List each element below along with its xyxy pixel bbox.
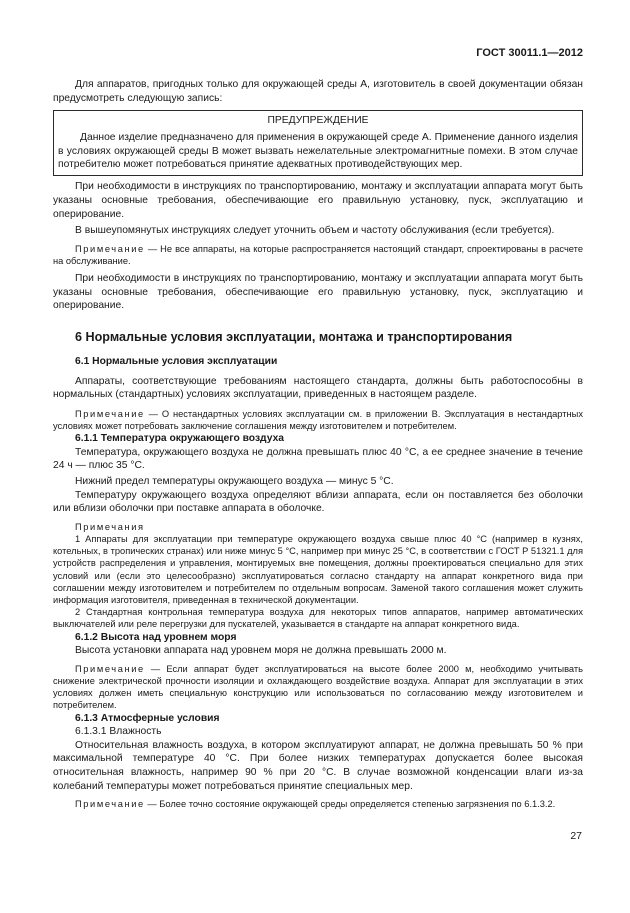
section-6-1-2-text: Высота установки аппарата над уровнем моря не должна превышать 2000 м. [75, 645, 447, 657]
note-text: — Если аппарат будет эксплуатироваться на высоте более 2000 м, необходимо учитывать снижение электрической прочности изоляции и охлаждающего воздействие воздуха. Аппарат для эксплуатации в этих условиях должен иметь специальную конструкцию или использоваться по согласованию между изготовителем и потребителем. [53, 663, 583, 711]
document-header: ГОСТ 30011.1—2012 [476, 47, 583, 59]
section-6-1-2-title: 6.1.2 Высота над уровнем моря [75, 631, 237, 643]
warning-text: Данное изделие предназначено для применения в окружающей среде А. Применение данного изделия в условиях окружающей среды В может вызвать нежелательные электромагнитные помехи. В этом случае потребителю может потребоваться принятие адекватных противодействующих мер. [58, 132, 578, 170]
note-label: Примечание [75, 799, 145, 810]
section-6-1-1-note-2: 2 Стандартная контрольная температура воздуха для некоторых типов аппаратов, например автоматических выключателей или реле перегрузки для пускателей, указывается в стандарте на аппарат конкретного вида. [53, 607, 583, 630]
instructions-paragraph-1: При необходимости в инструкциях по транспортированию, монтажу и эксплуатации аппарата могут быть указаны основные требования, обеспечивающие его правильную установку, пуск, эксплуатацию и оперирование. [53, 181, 583, 220]
section-6-1-3-1-title: 6.1.3.1 Влажность [75, 726, 162, 738]
section-6-title: 6 Нормальные условия эксплуатации, монтажа и транспортирования [75, 329, 513, 344]
page-content [53, 78, 583, 810]
note-label: Примечание [75, 408, 145, 419]
section-6-1-1-para-1: Температура, окружающего воздуха не должна превышать плюс 40 °С, а ее среднее значение в течение 24 ч — плюс 35 °С. [53, 446, 583, 472]
note-text: — О нестандартных условиях эксплуатации см. в приложении В. Эксплуатация в нестандартных условиях может потребовать заключение соглашения между изготовителем и потребителем. [53, 408, 583, 431]
note-text: — Не все аппараты, на которые распространяется настоящий стандарт, спроектированы в расчете на обслуживание. [53, 243, 583, 266]
section-6-1-3-title: 6.1.3 Атмосферные условия [75, 712, 220, 724]
section-6-1-1-para-2: Нижний предел температуры окружающего воздуха — минус 5 °С. [75, 475, 394, 487]
notes-label: Примечания [75, 521, 145, 532]
section-6-1-title: 6.1 Нормальные условия эксплуатации [75, 355, 278, 367]
section-6-1-text: Аппараты, соответствующие требованиям настоящего стандарта, должны быть работоспособны в нормальных (стандартных) условиях эксплуатации, приведенных в настоящем разделе. [53, 375, 583, 401]
maintenance-paragraph: В вышеупомянутых инструкциях следует уточнить объем и частоту обслуживания (если требуется). [75, 225, 555, 237]
note-text: — Более точно состояние окружающей среды определяется степенью загрязнения по 6.1.3.2. [144, 799, 556, 810]
section-6-1-3-1-text: Относительная влажность воздуха, в котором эксплуатируют аппарат, не должна превышать 50 % при максимальной температуре 40 °С. При более низких температурах допускается более высокая относительная влажность, например 90 % при 20 °С. В случае возможной конденсации влаги из-за колебаний температуры может потребоваться принятие специальных мер. [53, 739, 583, 792]
warning-box [53, 110, 583, 176]
section-6-1-2-note [53, 663, 583, 712]
section-6-1-1-title: 6.1.1 Температура окружающего воздуха [75, 433, 285, 445]
note-maintenance [53, 243, 583, 267]
page-number: 27 [570, 830, 582, 842]
note-label: Примечание [75, 663, 145, 674]
instructions-paragraph-2: При необходимости в инструкциях по транспортированию, монтажу и эксплуатации аппарата могут быть указаны основные требования, обеспечивающие его правильную установку, пуск, эксплуатацию и оперирование. [53, 273, 583, 312]
section-6-1-1-note-1: 1 Аппараты для эксплуатации при температуре окружающего воздуха свыше плюс 40 °С (например в кузнях, котельных, в тропических странах) или ниже минус 5 °С, например при минус 25 °С, в соответствии с ГОСТ Р 51321.1 для устройств распределения и управления, монтируемых вне помещения, должны проектироваться специально для этих условий или (если это целесообразно) эксплуатироваться согласно стандарту на аппарат конкретного вида при соглашении между изготовителем и потребителем по отдельным вопросам. Заменой такого соглашения может служить информация изготовителя, приведенная в технической документации. [53, 533, 583, 605]
section-6-1-1-notes [53, 521, 583, 631]
warning-title: ПРЕДУПРЕЖДЕНИЕ [267, 115, 369, 127]
section-6-1-note [53, 408, 583, 432]
section-6-1-3-1-note [53, 798, 583, 810]
intro-paragraph: Для аппаратов, пригодных только для окружающей среды А, изготовитель в своей документации обязан предусмотреть следующую запись: [53, 79, 583, 104]
note-label: Примечание [75, 243, 145, 254]
section-6-1-1-para-3: Температуру окружающего воздуха определяют вблизи аппарата, если он поставляется без оболочки или вблизи оболочки при поставке аппарата в оболочке. [53, 489, 583, 515]
